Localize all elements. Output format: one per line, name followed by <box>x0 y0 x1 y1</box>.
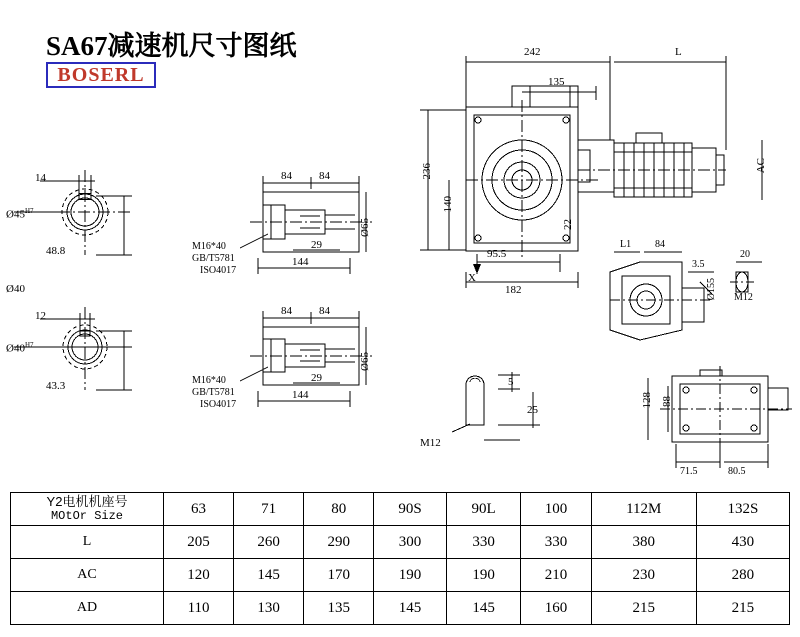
row-header-cn: Y2电机机座号 <box>46 494 128 510</box>
note-gb-bot: GB/T5781 <box>192 387 235 398</box>
table-cell: 190 <box>446 559 521 592</box>
dim-84-a-top: 84 <box>281 170 292 182</box>
dim-d65-top: Ø65 <box>359 218 371 237</box>
table-cell: 215 <box>591 592 696 625</box>
row-header-motor-size <box>11 493 164 526</box>
dim-bore-45: $Ø45^{H7}$ <box>6 207 34 221</box>
brand-logo-text: BOSERL <box>57 63 145 86</box>
dim-20: 20 <box>740 249 750 260</box>
dim-43-3: 43.3 <box>46 380 66 392</box>
table-cell: 205 <box>164 526 234 559</box>
table-col-header: 100 <box>521 493 591 526</box>
note-gb-top: GB/T5781 <box>192 253 235 264</box>
page-title: SA67减速机尺寸图纸 <box>46 31 297 61</box>
dim-95-5: 95.5 <box>487 248 507 260</box>
dim-key-14: 14 <box>35 172 46 184</box>
dim-29-bot: 29 <box>311 372 322 384</box>
dim-144-bot: 144 <box>292 389 309 401</box>
table-col-header: 132S <box>696 493 789 526</box>
dim-140: 140 <box>442 196 454 213</box>
main-assembly-view <box>420 56 762 288</box>
dim-3-5: 3.5 <box>692 259 705 270</box>
table-col-header: 80 <box>304 493 374 526</box>
dim-AC: AC <box>755 158 767 174</box>
table-cell: 230 <box>591 559 696 592</box>
table-cell: 210 <box>521 559 591 592</box>
dim-L1: L1 <box>620 239 632 250</box>
dim-144-top: 144 <box>292 256 309 268</box>
table-cell: 330 <box>446 526 521 559</box>
dim-25: 25 <box>527 404 538 416</box>
dim-d65-bot: Ø65 <box>359 352 371 371</box>
motor-size-table <box>10 492 790 625</box>
table-cell: 110 <box>164 592 234 625</box>
table-row <box>11 493 790 526</box>
table-col-header: 90L <box>446 493 521 526</box>
dim-84-a-bot: 84 <box>281 305 292 317</box>
table-cell: 160 <box>521 592 591 625</box>
table-cell: 290 <box>304 526 374 559</box>
table-cell: 145 <box>446 592 521 625</box>
dim-88: 88 <box>661 396 673 407</box>
table-cell: 380 <box>591 526 696 559</box>
table-row <box>11 526 790 559</box>
dim-29-top: 29 <box>311 239 322 251</box>
note-iso-bot: ISO4017 <box>200 399 237 410</box>
dim-L: L <box>675 46 682 58</box>
table-cell: 170 <box>304 559 374 592</box>
note-iso-top: ISO4017 <box>200 265 237 276</box>
dim-m12-bottom: M12 <box>420 437 441 449</box>
table-cell: 330 <box>521 526 591 559</box>
dim-bore-40: $Ø40^{H7}$ <box>6 341 34 355</box>
table-cell: 300 <box>374 526 446 559</box>
row-header-en: MOtOr Size <box>50 508 123 523</box>
dim-48-8: 48.8 <box>46 245 66 257</box>
base-plan-view <box>648 366 792 468</box>
table-col-header: 112M <box>591 493 696 526</box>
mark-X: X <box>468 272 476 284</box>
table-row <box>11 559 790 592</box>
table-cell: 145 <box>234 559 304 592</box>
table-cell: 260 <box>234 526 304 559</box>
dim-key-12: 12 <box>35 310 46 322</box>
table-cell: 120 <box>164 559 234 592</box>
table-cell: 145 <box>374 592 446 625</box>
dim-84-right: 84 <box>655 239 665 250</box>
dim-135: 135 <box>548 76 565 88</box>
row-header-L: L <box>11 526 164 559</box>
table-cell: 190 <box>374 559 446 592</box>
dim-5: 5 <box>508 376 514 388</box>
dim-22: 22 <box>562 219 574 230</box>
dim-182: 182 <box>505 284 522 296</box>
table-col-header: 90S <box>374 493 446 526</box>
dim-84-b-top: 84 <box>319 170 330 182</box>
table-cell: 130 <box>234 592 304 625</box>
dim-236: 236 <box>421 163 433 180</box>
table-cell: 280 <box>696 559 789 592</box>
dim-m12-right: M12 <box>734 292 753 303</box>
row-header-AD: AD <box>11 592 164 625</box>
dim-80-5: 80.5 <box>728 466 746 477</box>
dim-84-b-bot: 84 <box>319 305 330 317</box>
dim-128: 128 <box>641 392 653 409</box>
table-cell: 135 <box>304 592 374 625</box>
table-col-header: 63 <box>164 493 234 526</box>
table-cell: 430 <box>696 526 789 559</box>
dim-71-5: 71.5 <box>680 466 698 477</box>
table-row <box>11 592 790 625</box>
dim-242: 242 <box>524 46 541 58</box>
row-header-AC: AC <box>11 559 164 592</box>
table-col-header: 71 <box>234 493 304 526</box>
dim-d155: Ø155 <box>706 278 717 301</box>
dim-ext-40: Ø40 <box>6 283 25 295</box>
table-cell: 215 <box>696 592 789 625</box>
note-m16-top: M16*40 <box>192 241 226 252</box>
note-m16-bot: M16*40 <box>192 375 226 386</box>
